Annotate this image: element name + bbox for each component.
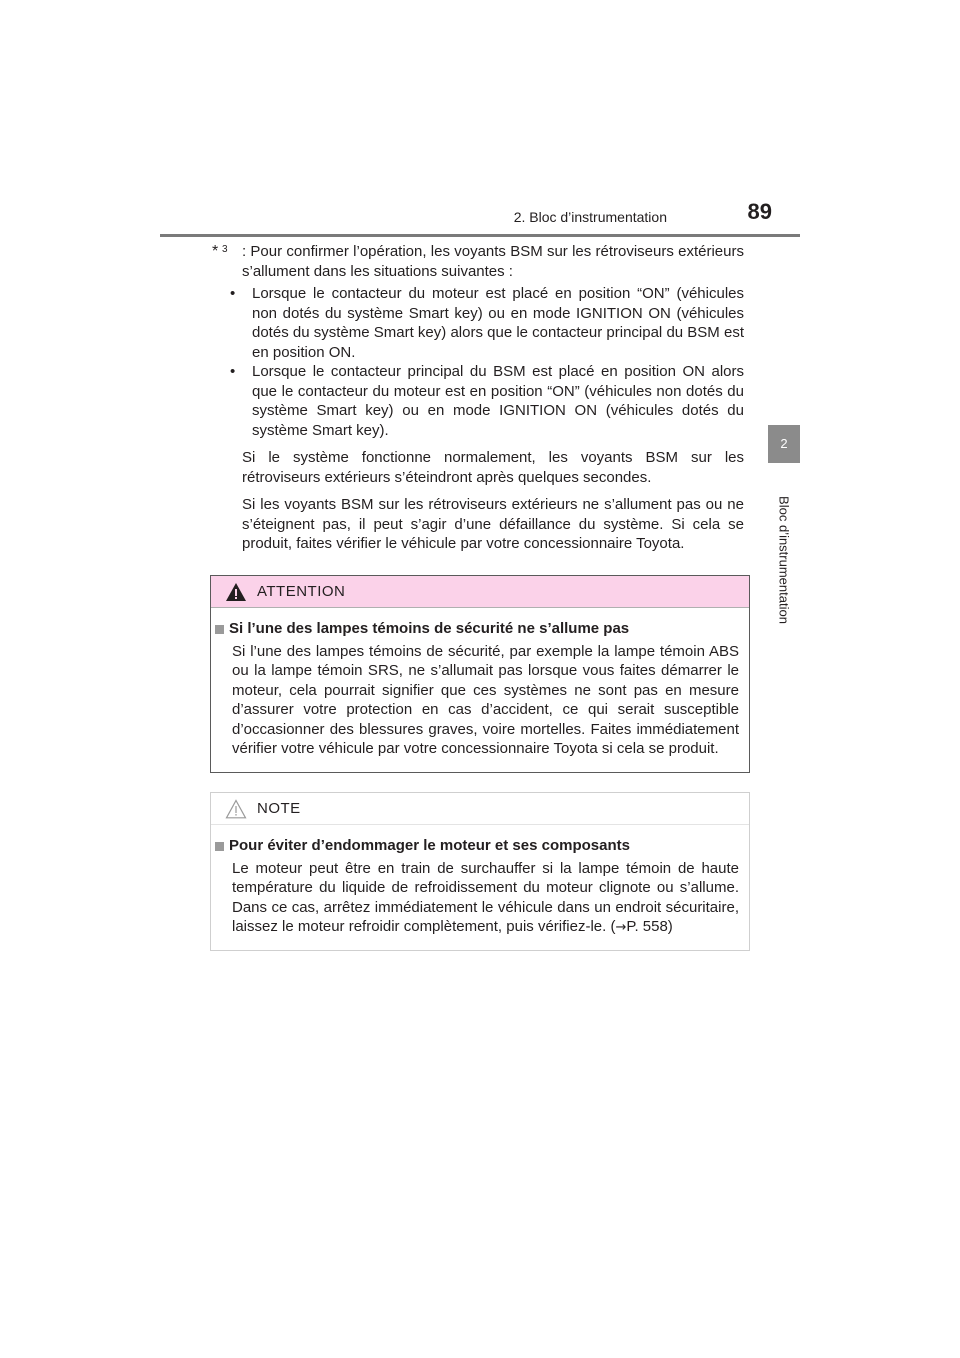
- attention-text: Si l’une des lampes témoins de sécurité, par exemple la lampe témoin ABS ou la lampe témoin SRS, ne s’allumait pas lorsque vous faites démarrer le moteur, cela pourrait signifier que ces systèmes ne sont pas en mesure d’assurer votre protection en cas d’accident, ce qui serait susceptible d’occasionner des blessures graves, voire mortelles. Faites immédiatement vérifier votre véhicule par votre concessionnaire Toyota si cela se produit.: [232, 642, 739, 757]
- footnote-marker: [212, 242, 242, 281]
- bullet-dot-icon: •: [230, 363, 236, 380]
- notice-box: [210, 792, 750, 951]
- warning-filled-icon: [225, 582, 247, 602]
- attention-label: ATTENTION: [257, 583, 346, 600]
- warning-outline-icon: [225, 799, 247, 819]
- notice-title: [215, 836, 739, 856]
- attention-body: [211, 608, 749, 759]
- list-item-text: Lorsque le contacteur principal du BSM est placé en position ON alors que le contacteur du moteur est en position “ON” (véhicules non dotés du système Smart key) ou en mode IGNITION ON (véhicules dotés du système Smart key).: [252, 363, 744, 439]
- page-reference-link[interactable]: P. 558): [626, 918, 673, 935]
- notice-body: [211, 825, 749, 938]
- list-item: [230, 284, 744, 362]
- square-bullet-icon: [215, 842, 224, 851]
- section-title: 2. Bloc d’instrumentation: [513, 209, 667, 225]
- chapter-tab: [768, 425, 800, 463]
- notice-text: [232, 859, 739, 938]
- notice-text-main: Le moteur peut être en train de surchauffer si la lampe témoin de haute température du liquide de refroidissement du moteur clignote ou s’allume. Dans ce cas, arrêtez immédiatement le véhicule dans un endroit sécuritaire, laissez le moteur refroidir complètement, puis vérifiez-le. (: [232, 859, 739, 935]
- footnote-bullet-list: [212, 284, 744, 440]
- list-item-text: Lorsque le contacteur du moteur est placé en position “ON” (véhicules non dotés du système Smart key) ou en mode IGNITION ON (véhicules dotés du système Smart key) alors que le contacteur principal du BSM est en position ON.: [252, 285, 744, 361]
- header-divider: [160, 234, 800, 237]
- chapter-tab-label: Bloc d’instrumentation: [776, 496, 792, 624]
- footnote-intro: [212, 242, 744, 281]
- page-number: 89: [747, 199, 772, 224]
- arrow-right-icon: →: [615, 920, 627, 935]
- footnote-number: 3: [222, 244, 228, 255]
- attention-title-text: Si l’une des lampes témoins de sécurité ne s’allume pas: [229, 620, 630, 637]
- attention-header: [211, 576, 749, 608]
- attention-box: [210, 575, 750, 773]
- bullet-dot-icon: •: [230, 285, 236, 302]
- footnote-paragraph: Si le système fonctionne normalement, les voyants BSM sur les rétroviseurs extérieurs s’éteindront après quelques secondes.: [242, 449, 744, 486]
- footnote-asterisk: *: [212, 243, 219, 260]
- footnote-block: [212, 242, 744, 554]
- footnote-intro-text: : Pour confirmer l’opération, les voyants BSM sur les rétroviseurs extérieurs s’allument dans les situations suivantes :: [242, 243, 744, 280]
- footnote-paragraph: Si les voyants BSM sur les rétroviseurs extérieurs ne s’allument pas ou ne s’éteignent pas, il peut s’agir d’une défaillance du système. Si cela se produit, faites vérifier le véhicule par votre concessionnaire Toyota.: [242, 496, 744, 552]
- notice-label: NOTE: [257, 800, 301, 817]
- attention-title: [215, 619, 739, 639]
- square-bullet-icon: [215, 625, 224, 634]
- notice-header: [211, 793, 749, 825]
- list-item: [230, 362, 744, 440]
- chapter-tab-number: 2: [780, 436, 788, 451]
- notice-title-text: Pour éviter d’endommager le moteur et ses composants: [229, 837, 630, 854]
